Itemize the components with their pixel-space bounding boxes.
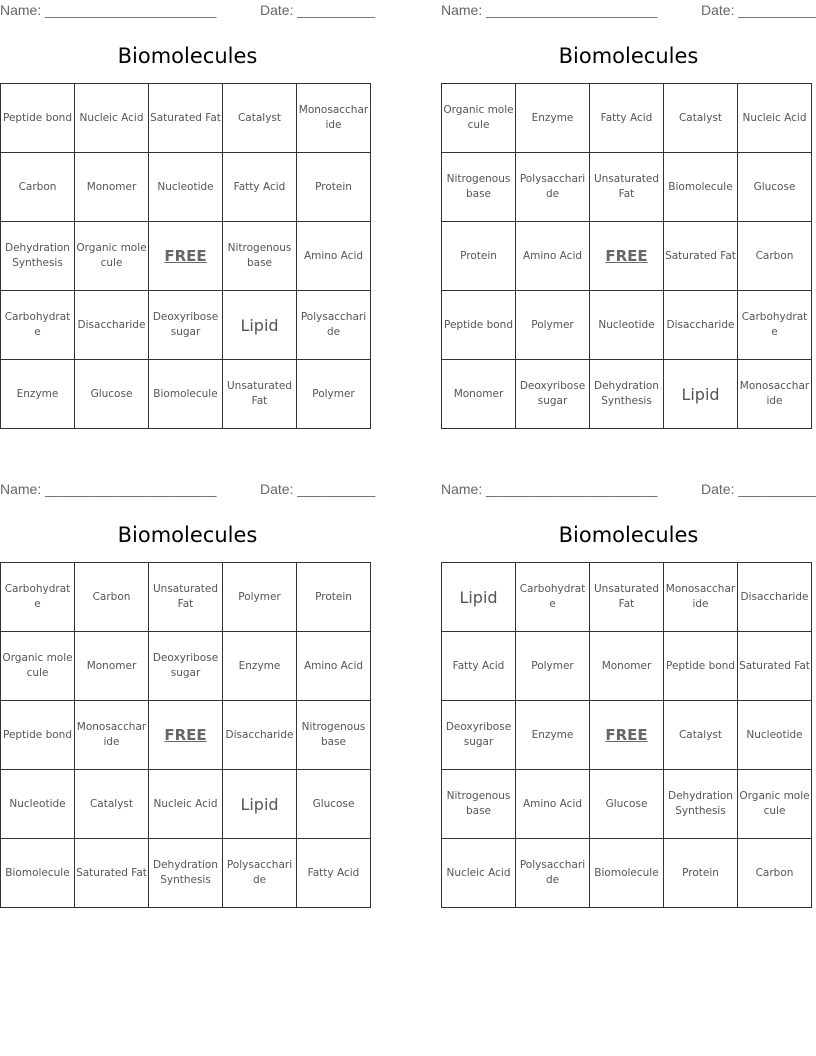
grid-cell: Unsaturated Fat xyxy=(223,360,297,429)
grid-cell: Glucose xyxy=(297,770,371,839)
grid-cell: Deoxyribose sugar xyxy=(149,291,223,360)
grid-cell: Polymer xyxy=(516,632,590,701)
grid-cell: Nitrogenous base xyxy=(297,701,371,770)
free-space-cell: FREE xyxy=(149,222,223,291)
grid-row xyxy=(1,222,371,291)
grid-cell: Polymer xyxy=(516,291,590,360)
grid-cell: Organic molecule xyxy=(442,84,516,153)
date-field-label: Date: __________ xyxy=(701,2,816,18)
grid-cell: Lipid xyxy=(223,291,297,360)
grid-cell: Dehydration Synthesis xyxy=(664,770,738,839)
grid-cell: Carbon xyxy=(75,563,149,632)
grid-cell: Saturated Fat xyxy=(75,839,149,908)
grid-row xyxy=(1,291,371,360)
grid-cell: Nucleotide xyxy=(1,770,75,839)
grid-cell: Amino Acid xyxy=(516,770,590,839)
grid-cell: Nitrogenous base xyxy=(442,770,516,839)
grid-cell: Enzyme xyxy=(223,632,297,701)
bingo-card xyxy=(441,479,816,886)
grid-cell: Monomer xyxy=(75,153,149,222)
grid-cell: Nitrogenous base xyxy=(223,222,297,291)
grid-cell: Monosaccharide xyxy=(738,360,812,429)
grid-cell: Deoxyribose sugar xyxy=(149,632,223,701)
grid-cell: Amino Acid xyxy=(516,222,590,291)
grid-cell: Catalyst xyxy=(664,701,738,770)
grid-cell: Catalyst xyxy=(223,84,297,153)
card-title: Biomolecules xyxy=(558,44,699,68)
grid-cell: Dehydration Synthesis xyxy=(590,360,664,429)
grid-row xyxy=(442,360,812,429)
grid-cell: Polymer xyxy=(223,563,297,632)
date-field-label: Date: __________ xyxy=(701,481,816,497)
grid-row xyxy=(442,839,812,908)
grid-row xyxy=(442,701,812,770)
grid-cell: Lipid xyxy=(442,563,516,632)
grid-row xyxy=(1,701,371,770)
grid-cell: Disaccharide xyxy=(664,291,738,360)
grid-cell: Peptide bond xyxy=(442,291,516,360)
date-field-label: Date: __________ xyxy=(260,481,376,497)
grid-cell: Unsaturated Fat xyxy=(590,563,664,632)
free-space-cell: FREE xyxy=(149,701,223,770)
grid-cell: Dehydration Synthesis xyxy=(1,222,75,291)
grid-cell: Biomolecule xyxy=(1,839,75,908)
bingo-grid xyxy=(441,83,812,429)
grid-cell: Nucleic Acid xyxy=(75,84,149,153)
grid-cell: Deoxyribose sugar xyxy=(442,701,516,770)
grid-row xyxy=(1,84,371,153)
grid-cell: Monosaccharide xyxy=(664,563,738,632)
grid-cell: Carbohydrate xyxy=(1,291,75,360)
grid-cell: Fatty Acid xyxy=(223,153,297,222)
grid-cell: Monomer xyxy=(590,632,664,701)
grid-cell: Nucleotide xyxy=(738,701,812,770)
grid-cell: Biomolecule xyxy=(149,360,223,429)
grid-cell: Organic molecule xyxy=(1,632,75,701)
grid-cell: Disaccharide xyxy=(75,291,149,360)
grid-cell: Monosaccharide xyxy=(297,84,371,153)
grid-cell: Carbon xyxy=(1,153,75,222)
grid-cell: Organic molecule xyxy=(738,770,812,839)
grid-cell: Peptide bond xyxy=(1,84,75,153)
name-date-row xyxy=(441,0,816,22)
grid-row xyxy=(442,770,812,839)
grid-row xyxy=(1,839,371,908)
grid-cell: Organic molecule xyxy=(75,222,149,291)
grid-cell: Saturated Fat xyxy=(664,222,738,291)
name-date-row xyxy=(441,479,816,501)
card-title: Biomolecules xyxy=(558,523,699,547)
name-field-label: Name: ______________________ xyxy=(441,2,658,18)
grid-cell: Biomolecule xyxy=(590,839,664,908)
grid-cell: Nitrogenous base xyxy=(442,153,516,222)
bingo-card xyxy=(441,0,816,407)
bingo-card xyxy=(0,479,376,886)
free-space-cell: FREE xyxy=(590,701,664,770)
grid-cell: Lipid xyxy=(223,770,297,839)
grid-row xyxy=(1,360,371,429)
grid-cell: Protein xyxy=(442,222,516,291)
grid-cell: Protein xyxy=(297,153,371,222)
grid-cell: Protein xyxy=(664,839,738,908)
grid-row xyxy=(442,153,812,222)
grid-cell: Glucose xyxy=(75,360,149,429)
grid-cell: Monosaccharide xyxy=(75,701,149,770)
grid-row xyxy=(442,632,812,701)
grid-cell: Peptide bond xyxy=(664,632,738,701)
grid-cell: Nucleotide xyxy=(149,153,223,222)
grid-cell: Glucose xyxy=(590,770,664,839)
grid-cell: Disaccharide xyxy=(738,563,812,632)
grid-cell: Saturated Fat xyxy=(738,632,812,701)
grid-cell: Fatty Acid xyxy=(590,84,664,153)
name-date-row xyxy=(0,0,375,22)
grid-cell: Disaccharide xyxy=(223,701,297,770)
grid-row xyxy=(442,291,812,360)
grid-cell: Polysaccharide xyxy=(297,291,371,360)
bingo-grid xyxy=(0,562,371,908)
grid-cell: Carbon xyxy=(738,222,812,291)
grid-cell: Fatty Acid xyxy=(442,632,516,701)
grid-cell: Amino Acid xyxy=(297,632,371,701)
grid-cell: Amino Acid xyxy=(297,222,371,291)
grid-cell: Nucleic Acid xyxy=(442,839,516,908)
grid-cell: Unsaturated Fat xyxy=(590,153,664,222)
grid-row xyxy=(1,153,371,222)
grid-row xyxy=(442,222,812,291)
grid-cell: Enzyme xyxy=(516,84,590,153)
grid-cell: Nucleic Acid xyxy=(149,770,223,839)
grid-row xyxy=(1,770,371,839)
name-field-label: Name: ______________________ xyxy=(0,481,217,497)
grid-row xyxy=(442,84,812,153)
date-field-label: Date: __________ xyxy=(260,2,376,18)
bingo-grid xyxy=(0,83,371,429)
name-date-row xyxy=(0,479,375,501)
grid-cell: Carbohydrate xyxy=(516,563,590,632)
grid-cell: Monomer xyxy=(442,360,516,429)
grid-cell: Catalyst xyxy=(75,770,149,839)
grid-cell: Glucose xyxy=(738,153,812,222)
grid-cell: Saturated Fat xyxy=(149,84,223,153)
grid-cell: Enzyme xyxy=(1,360,75,429)
grid-row xyxy=(1,632,371,701)
free-space-cell: FREE xyxy=(590,222,664,291)
name-field-label: Name: ______________________ xyxy=(0,2,217,18)
bingo-card xyxy=(0,0,376,407)
grid-cell: Nucleotide xyxy=(590,291,664,360)
grid-cell: Carbohydrate xyxy=(1,563,75,632)
grid-cell: Protein xyxy=(297,563,371,632)
grid-cell: Unsaturated Fat xyxy=(149,563,223,632)
grid-row xyxy=(1,563,371,632)
grid-cell: Nucleic Acid xyxy=(738,84,812,153)
grid-cell: Polysaccharide xyxy=(516,153,590,222)
grid-cell: Carbohydrate xyxy=(738,291,812,360)
grid-cell: Deoxyribose sugar xyxy=(516,360,590,429)
grid-cell: Dehydration Synthesis xyxy=(149,839,223,908)
grid-row xyxy=(442,563,812,632)
grid-cell: Enzyme xyxy=(516,701,590,770)
grid-cell: Fatty Acid xyxy=(297,839,371,908)
grid-cell: Monomer xyxy=(75,632,149,701)
grid-cell: Catalyst xyxy=(664,84,738,153)
card-title: Biomolecules xyxy=(117,44,258,68)
grid-cell: Carbon xyxy=(738,839,812,908)
grid-cell: Peptide bond xyxy=(1,701,75,770)
name-field-label: Name: ______________________ xyxy=(441,481,658,497)
bingo-grid xyxy=(441,562,812,908)
grid-cell: Biomolecule xyxy=(664,153,738,222)
grid-cell: Polysaccharide xyxy=(223,839,297,908)
grid-cell: Polysaccharide xyxy=(516,839,590,908)
card-title: Biomolecules xyxy=(117,523,258,547)
grid-cell: Lipid xyxy=(664,360,738,429)
grid-cell: Polymer xyxy=(297,360,371,429)
